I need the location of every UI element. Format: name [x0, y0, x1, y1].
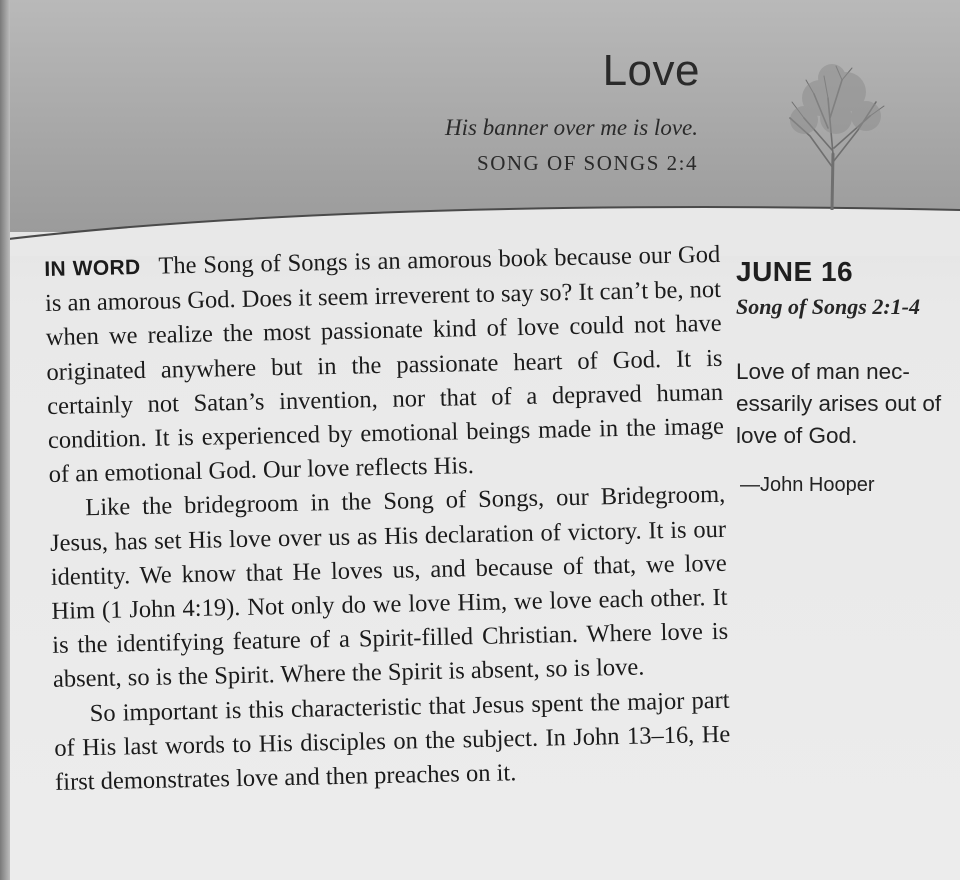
verse-quote: His banner over me is love. — [445, 115, 698, 140]
devotional-body — [44, 238, 731, 800]
date-heading: JUNE 16 — [736, 256, 854, 287]
scripture-reading: Song of Songs 2:1-4 — [736, 294, 920, 319]
page-title: Love — [602, 46, 700, 95]
paragraph-3: So important is this characteristic that Jesus spent the major part of His last words to His disciples on the subject. In John 13–16, He first demonstrates love and then preaches on it. — [54, 686, 731, 796]
quote-author: —John Hooper — [740, 474, 875, 496]
in-word-label: IN WORD — [44, 255, 141, 281]
verse-reference: SONG OF SONGS 2:4 — [477, 151, 698, 175]
paragraph-2: Like the bridegroom in the Song of Songs, our Bridegroom, Jesus, has set His love over us as His declaration of victory. It is our identity. We know that He loves us, and because of that, we love Him (1 John 4:19). Not only do we love Him, we love each other. It is the identifying feature of a Spirit-filled Christian. Where love is absent, so is the Spirit. Where the Spirit is absent, so is love. — [49, 481, 729, 694]
paragraph-1 — [44, 238, 725, 493]
paragraph-1-text: The Song of Songs is an amorous book because our God is an amorous God. Does it seem irreverent to say so? It can’t be, not when we realize the most passionate kind of love could not have originated anywhere but in the passionate heart of God. It is certainly not Satan’s invention, nor that of a depraved human condition. It is experienced by emotional beings made in the image of an emotional God. Our love reflects His. — [44, 240, 725, 489]
sidebar — [736, 256, 946, 497]
page-spine-shadow — [0, 0, 10, 880]
sidebar-quote: Love of man nec- essarily arises out of love of God. — [736, 359, 942, 448]
tree-illustration — [780, 58, 890, 210]
